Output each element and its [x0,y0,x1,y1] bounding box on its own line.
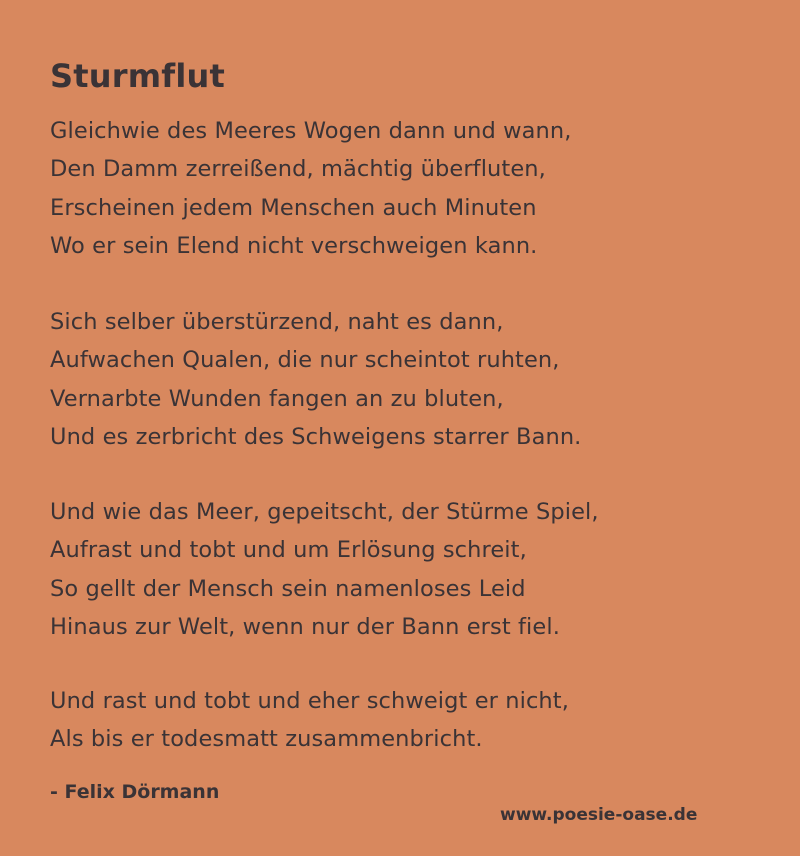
poem-author: - Felix Dörmann [50,781,220,803]
poem-line: Den Damm zerreißend, mächtig überfluten, [50,156,546,183]
poem-line: Aufwachen Qualen, die nur scheintot ruhten, [50,347,560,374]
stanza-1 [50,112,572,266]
stanza-3 [50,493,599,647]
stanza-2 [50,303,581,457]
poem-line: So gellt der Mensch sein namenloses Leid [50,575,526,602]
poem-title: Sturmflut [50,57,226,95]
poem-line: Wo er sein Elend nicht verschweigen kann. [50,233,538,260]
poem-line: Und es zerbricht des Schweigens starrer Bann. [50,424,582,451]
poem-line: Aufrast und tobt und um Erlösung schreit, [50,537,527,564]
poem-line: Und rast und tobt und eher schweigt er nicht, [50,688,569,714]
stanza-4 [50,682,569,759]
website-credit: www.poesie-oase.de [500,805,698,825]
poem-line: Sich selber überstürzend, naht es dann, [50,309,504,335]
poem-line: Gleichwie des Meeres Wogen dann und wann, [50,118,572,144]
poem-line: Und wie das Meer, gepeitscht, der Stürme Spiel, [50,499,599,525]
poem-line: Hinaus zur Welt, wenn nur der Bann erst fiel. [50,614,560,641]
poem-line: Als bis er todesmatt zusammenbricht. [50,726,483,753]
poem-line: Erscheinen jedem Menschen auch Minuten [50,194,537,221]
poem-line: Vernarbte Wunden fangen an zu bluten, [50,385,504,412]
